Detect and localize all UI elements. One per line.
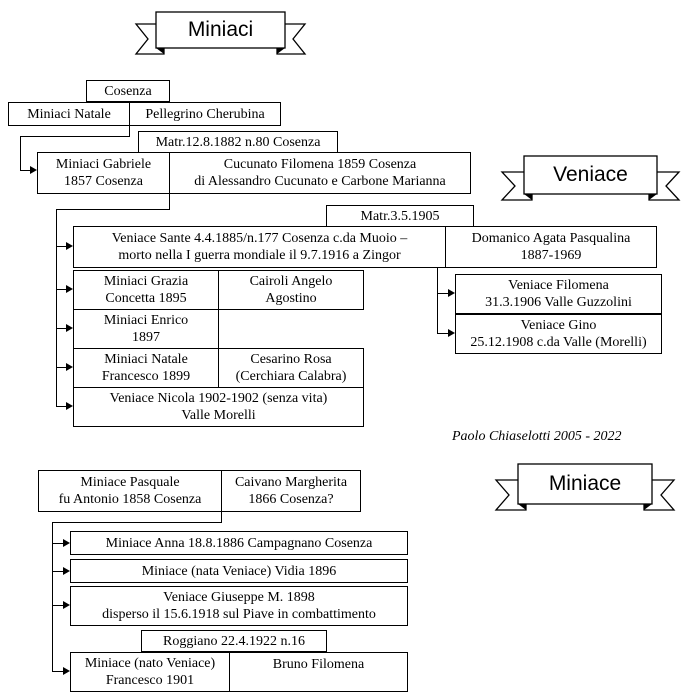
connector [20, 136, 21, 171]
banner-miniace [492, 458, 678, 516]
person-cairoli-angelo: Cairoli Angelo Agostino [218, 270, 364, 310]
person-miniace-pasquale: Miniace Pasquale fu Antonio 1858 Cosenza [38, 470, 222, 512]
arrow-icon [66, 402, 73, 410]
arrow-icon [66, 242, 73, 250]
connector [221, 511, 222, 522]
author-credit: Paolo Chiaselotti 2005 - 2022 [452, 429, 622, 444]
connector [437, 267, 438, 334]
person-miniaci-grazia: Miniaci Grazia Concetta 1895 [73, 270, 219, 310]
person-veniace-sante: Veniace Sante 4.4.1885/n.177 Cosenza c.da Muoio – morto nella I guerra mondiale il 9.7.1916 a Zingor [73, 226, 446, 268]
connector [56, 367, 66, 368]
connector [52, 571, 63, 572]
person-veniace-nicola: Veniace Nicola 1902-1902 (senza vita) Valle Morelli [73, 387, 364, 427]
arrow-icon [30, 166, 37, 174]
connector [52, 605, 63, 606]
connector [56, 289, 66, 290]
marriage-label-1922: Roggiano 22.4.1922 n.16 [141, 630, 327, 652]
person-cesarino-rosa: Cesarino Rosa (Cerchiara Calabra) [218, 348, 364, 388]
connector [129, 125, 130, 136]
connector [52, 522, 53, 672]
arrow-icon [448, 289, 455, 297]
banner-miniaci [128, 8, 313, 64]
person-veniace-filomena: Veniace Filomena 31.3.1906 Valle Guzzolini [455, 274, 662, 314]
connector [56, 328, 66, 329]
person-bruno-filomena: Bruno Filomena [229, 652, 408, 692]
connector [437, 293, 448, 294]
person-miniaci-natale-francesco: Miniaci Natale Francesco 1899 [73, 348, 219, 388]
banner-miniaci-label: Miniaci [187, 18, 254, 41]
connector [56, 209, 170, 210]
marriage-label-1905: Matr.3.5.1905 [326, 205, 474, 227]
connector [56, 246, 66, 247]
person-veniace-giuseppe: Veniace Giuseppe M. 1898 disperso il 15.6.1918 sul Piave in combattimento [70, 586, 408, 626]
person-domanico-agata: Domanico Agata Pasqualina 1887-1969 [445, 226, 657, 268]
marriage-label-1882: Matr.12.8.1882 n.80 Cosenza [138, 131, 338, 153]
connector [52, 543, 63, 544]
origin-cosenza: Cosenza [86, 80, 170, 102]
arrow-icon [63, 601, 70, 609]
person-miniaci-natale: Miniaci Natale [8, 102, 130, 126]
connector [20, 136, 130, 137]
person-miniace-francesco: Miniace (nato Veniace) Francesco 1901 [70, 652, 230, 692]
person-pellegrino-cherubina: Pellegrino Cherubina [129, 102, 281, 126]
banner-veniace-label: Veniace [553, 163, 628, 186]
connector [52, 671, 63, 672]
person-veniace-gino: Veniace Gino 25.12.1908 c.da Valle (Morelli) [455, 314, 662, 354]
connector [56, 406, 66, 407]
connector [20, 170, 30, 171]
person-miniace-anna: Miniace Anna 18.8.1886 Campagnano Cosenza [70, 531, 408, 555]
arrow-icon [63, 539, 70, 547]
connector [56, 209, 57, 407]
arrow-icon [66, 285, 73, 293]
person-miniaci-gabriele: Miniaci Gabriele 1857 Cosenza [37, 152, 170, 194]
person-miniace-vidia: Miniace (nata Veniace) Vidia 1896 [70, 559, 408, 583]
banner-miniace-label: Miniace [548, 472, 622, 495]
connector [169, 193, 170, 209]
arrow-icon [66, 324, 73, 332]
arrow-icon [63, 567, 70, 575]
connector [52, 522, 222, 523]
arrow-icon [448, 329, 455, 337]
arrow-icon [63, 667, 70, 675]
arrow-icon [66, 363, 73, 371]
connector [437, 333, 448, 334]
banner-veniace [498, 150, 683, 206]
person-caivano-margherita: Caivano Margherita 1866 Cosenza? [221, 470, 361, 512]
person-cucunato-filomena: Cucunato Filomena 1859 Cosenza di Alessandro Cucunato e Carbone Marianna [169, 152, 471, 194]
person-miniaci-enrico: Miniaci Enrico 1897 [73, 309, 219, 349]
